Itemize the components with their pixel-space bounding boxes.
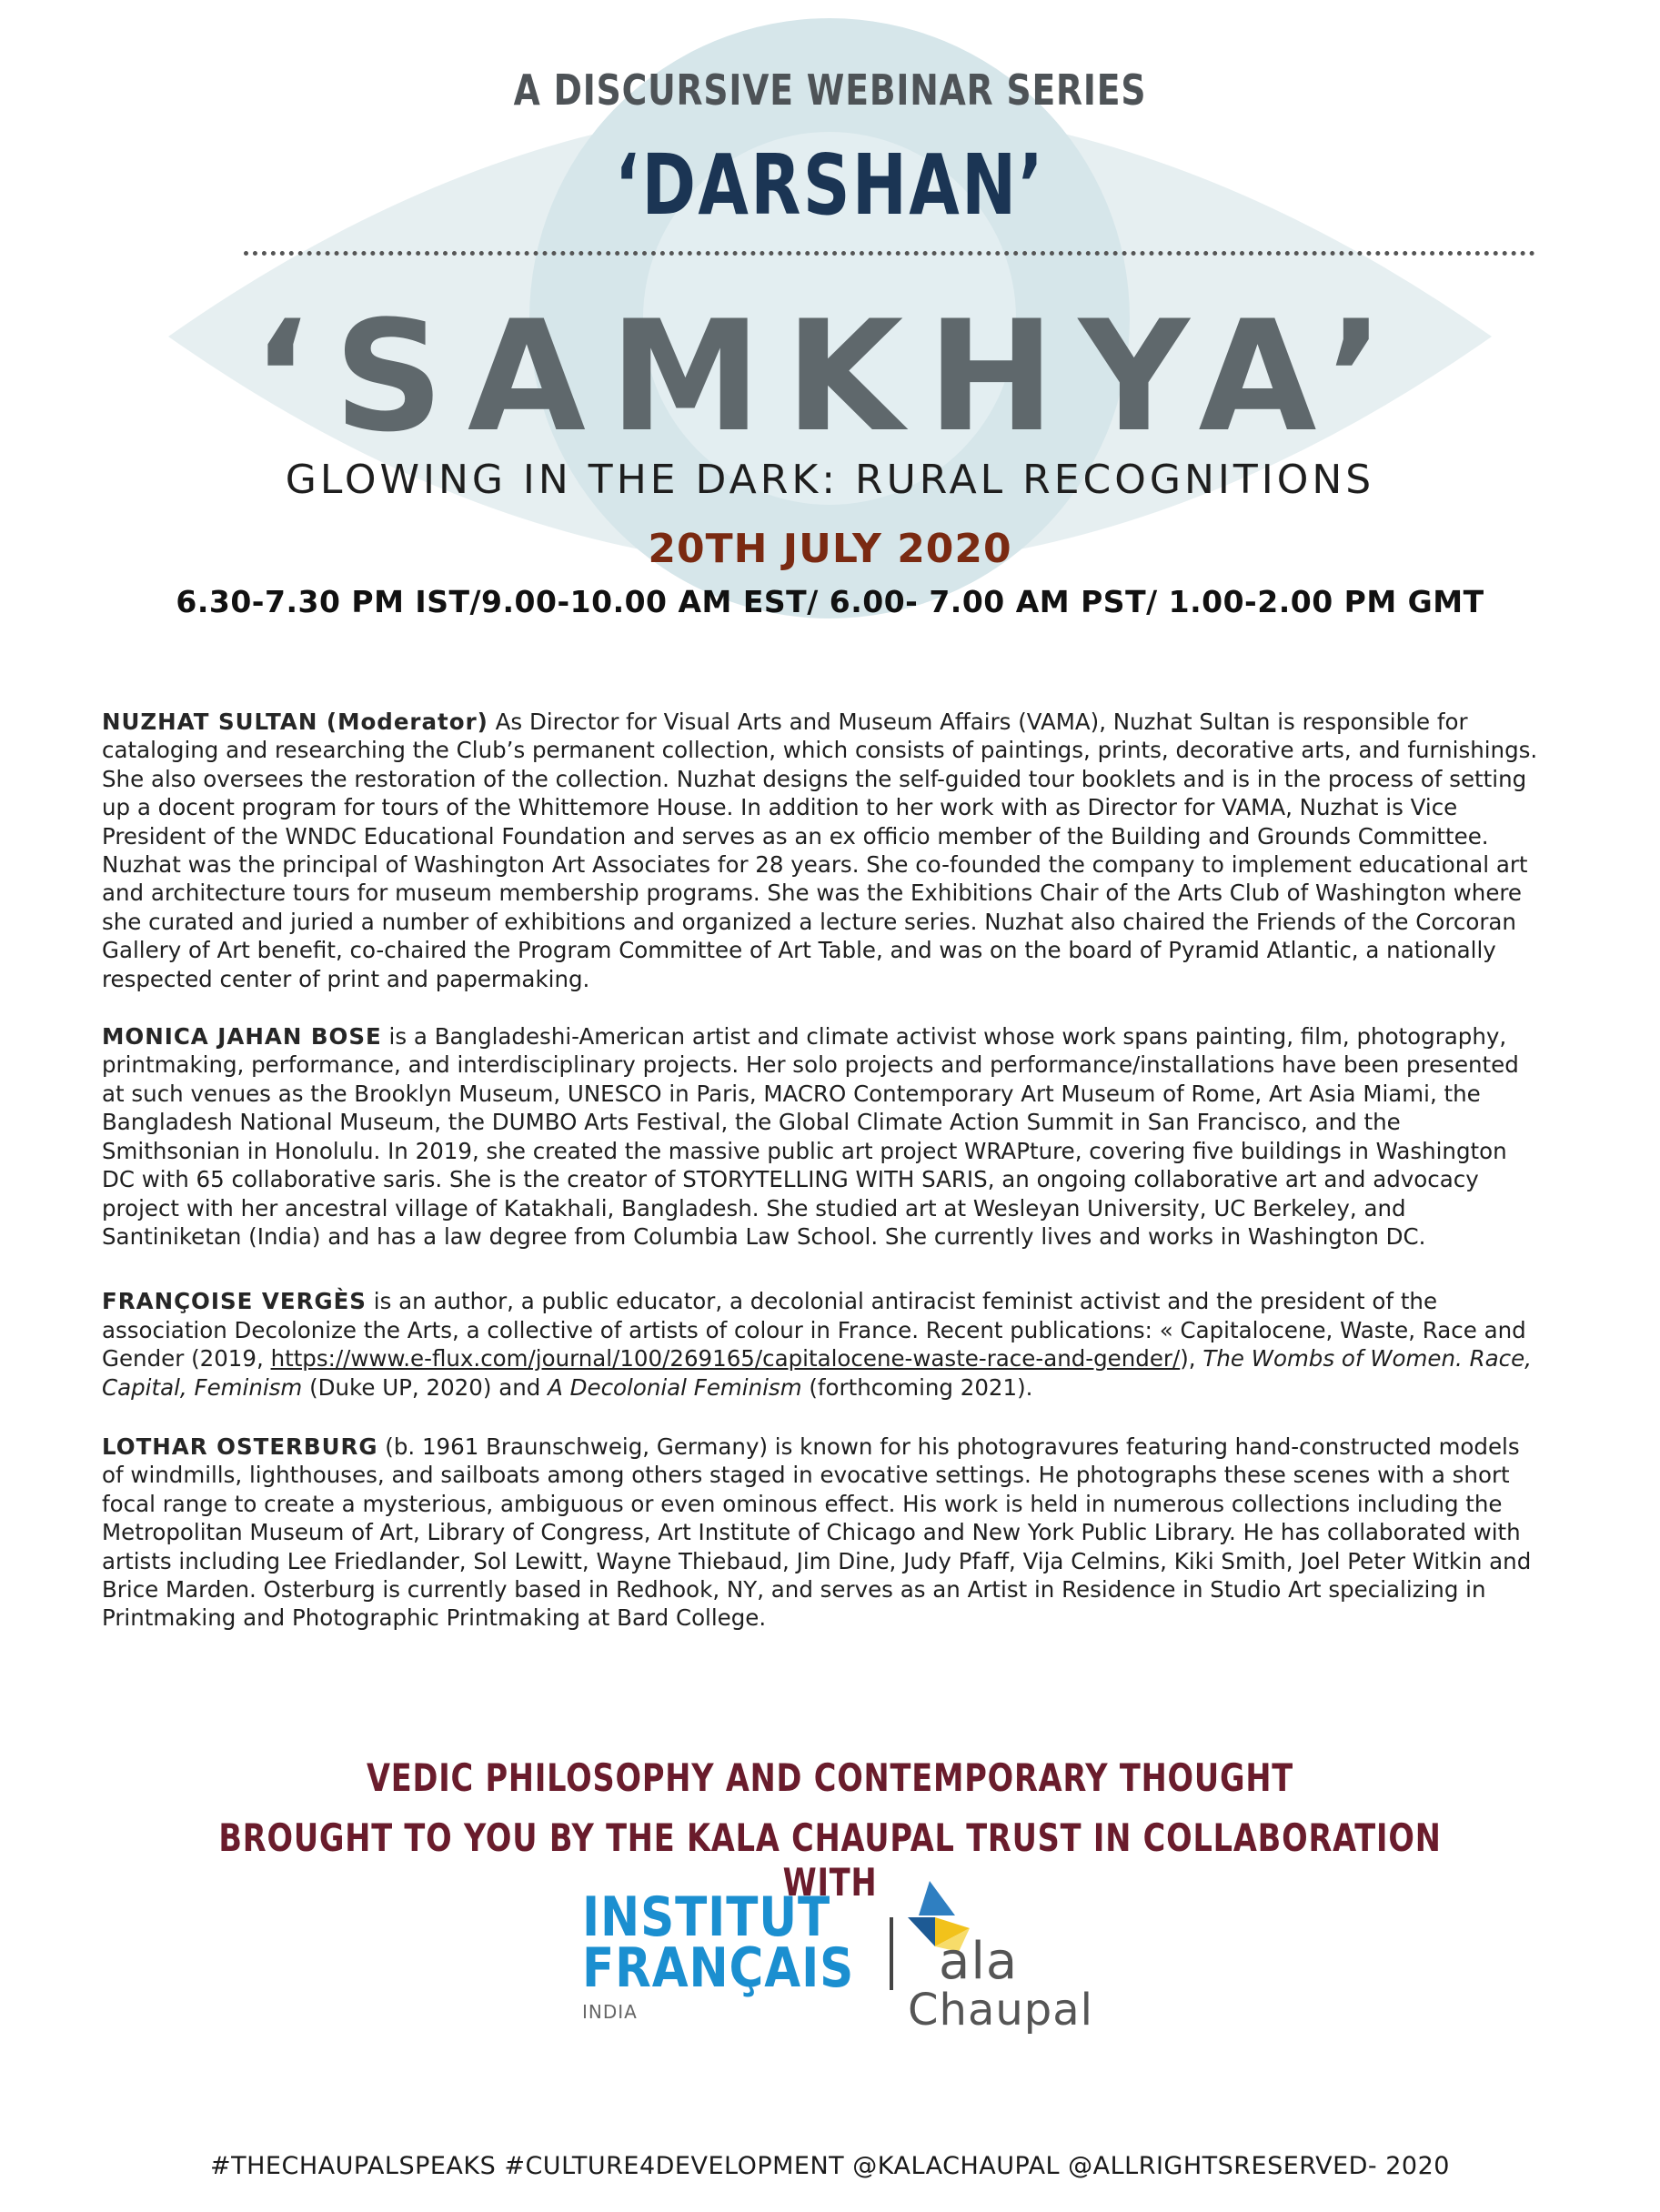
footer-collaboration: BROUGHT TO YOU BY THE KALA CHAUPAL TRUST IN COLLABORATION WITH xyxy=(218,1815,1442,1905)
footer-tagline: VEDIC PHILOSOPHY AND CONTEMPORARY THOUGHT xyxy=(366,1755,1294,1800)
logo-text: Chaupal xyxy=(908,1985,1093,2036)
bio-nuzhat-sultan xyxy=(102,708,1539,993)
logo-text: ala xyxy=(939,1932,1019,1991)
bio-text: As Director for Visual Arts and Museum Affairs (VAMA), Nuzhat Sultan is responsible for cataloging and researching the Club’s permanent collection, which consists of paintings, prints, decorative arts, and furnishings. She also oversees the restoration of the collection. Nuzhat designs the self-guided tour booklets and is in the process of setting up a docent program for tours of the Whittemore House. In addition to her work with as Director for VAMA, Nuzhat is Vice President of the WNDC Educational Foundation and serves as an ex officio member of the Building and Grounds Committee. Nuzhat was the principal of Washington Art Associates for 28 years. She co-founded the company to implement educational art and architecture tours for museum membership programs. She was the Exhibitions Chair of the Arts Club of Washington where she curated and juried a number of exhibitions and organized a lecture series. Nuzhat also chaired the Friends of the Corcoran Gallery of Art benefit, co-chaired the Program Committee of Art Table, and was on the board of Pyramid Atlantic, a nationally respected center of print and papermaking. xyxy=(102,709,1538,992)
bio-text: (b. 1961 Braunschweig, Germany) is known for his photogravures featuring hand-constructed models of windmills, lighthouses, and sailboats among others staged in evocative settings. He photographs these scenes with a short focal range to create a mysterious, ambiguous or even ominous effect. His work is held in numerous collections including the Metropolitan Museum of Art, Library of Congress, Art Institute of Chicago and New York Public Library. He has collaborated with artists including Lee Friedlander, Sol Lewitt, Wayne Thiebaud, Jim Dine, Judy Pfaff, Vija Celmins, Kiki Smith, Joel Peter Witkin and Brice Marden. Osterburg is currently based in Redhook, NY, and serves as an Artist in Residence in Studio Art specializing in Printmaking and Photographic Printmaking at Bard College. xyxy=(102,1433,1532,1632)
bio-text: is a Bangladeshi-American artist and climate activist whose work spans painting, film, photography, printmaking, performance, and interdisciplinary projects. Her solo projects and performance/installations have been presented at such venues as the Brooklyn Museum, UNESCO in Paris, MACRO Contemporary Art Museum of Rome, Art Asia Miami, the Bangladesh National Museum, the DUMBO Arts Festival, the Global Climate Action Summit in San Francisco, and the Smithsonian in Honolulu. In 2019, she created the massive public art project WRAPture, covering five buildings in Washington DC with 65 collaborative saris. She is the creator of STORYTELLING WITH SARIS, an ongoing collaborative art and advocacy project with her ancestral village of Katakhali, Bangladesh. She studied art at Wesleyan University, UC Berkeley, and Santiniketan (India) and has a law degree from Columbia Law School. She currently lives and works in Washington DC. xyxy=(102,1023,1519,1250)
bio-lothar-osterburg xyxy=(102,1433,1539,1633)
publication-link[interactable]: https://www.e-flux.com/journal/100/269165/capitalocene-waste-race-and-gender/ xyxy=(270,1345,1181,1372)
bio-text: is an author, a public educator, a decolonial antiracist feminist activist and the president of the association Decolonize the Arts, a collective of artists of colour in France. Recent publications: « Capitalocene, Waste, Race and Gender (2019, xyxy=(102,1288,1526,1372)
series-name: ‘DARSHAN’ xyxy=(614,136,1046,234)
event-times: 6.30-7.30 PM IST/9.00-10.00 AM EST/ 6.00- 7.00 AM PST/ 1.00-2.00 PM GMT xyxy=(176,584,1484,619)
book-title: The Wombs of Women. Race, Capital, Feminism xyxy=(102,1345,1532,1401)
bio-text: (forthcoming 2021). xyxy=(801,1373,1033,1401)
footer-hashtags: #THECHAUPALSPEAKS #CULTURE4DEVELOPMENT @KALACHAUPAL @ALLRIGHTSRESERVED- 2020 xyxy=(210,2152,1450,2180)
event-date: 20TH JULY 2020 xyxy=(648,526,1012,572)
speaker-name: LOTHAR OSTERBURG xyxy=(102,1433,378,1460)
speaker-name: NUZHAT SULTAN (Moderator) xyxy=(102,709,488,735)
series-heading: A DISCURSIVE WEBINAR SERIES xyxy=(513,65,1147,115)
bio-monica-jahan-bose xyxy=(102,1022,1539,1251)
kala-chaupal-logo xyxy=(882,1881,1119,2036)
book-title: A Decolonial Feminism xyxy=(548,1373,802,1401)
logo-text: FRANÇAIS xyxy=(582,1936,855,2000)
bio-text: ), xyxy=(1180,1345,1203,1372)
bio-text: (Duke UP, 2020) and xyxy=(302,1373,548,1401)
event-subtitle: GLOWING IN THE DARK: RURAL RECOGNITIONS xyxy=(285,457,1375,503)
speaker-name: FRANÇOISE VERGÈS xyxy=(102,1288,367,1315)
bio-francoise-verges xyxy=(102,1287,1539,1402)
logo-text: INSTITUT xyxy=(582,1885,831,1949)
event-title: ‘SAMKHYA’ xyxy=(252,287,1408,466)
institut-francais-logo xyxy=(582,1885,855,2028)
dotted-divider xyxy=(244,251,1535,256)
speaker-bios xyxy=(102,708,1539,1633)
speaker-name: MONICA JAHAN BOSE xyxy=(102,1023,382,1051)
logo-text: INDIA xyxy=(582,2001,638,2023)
